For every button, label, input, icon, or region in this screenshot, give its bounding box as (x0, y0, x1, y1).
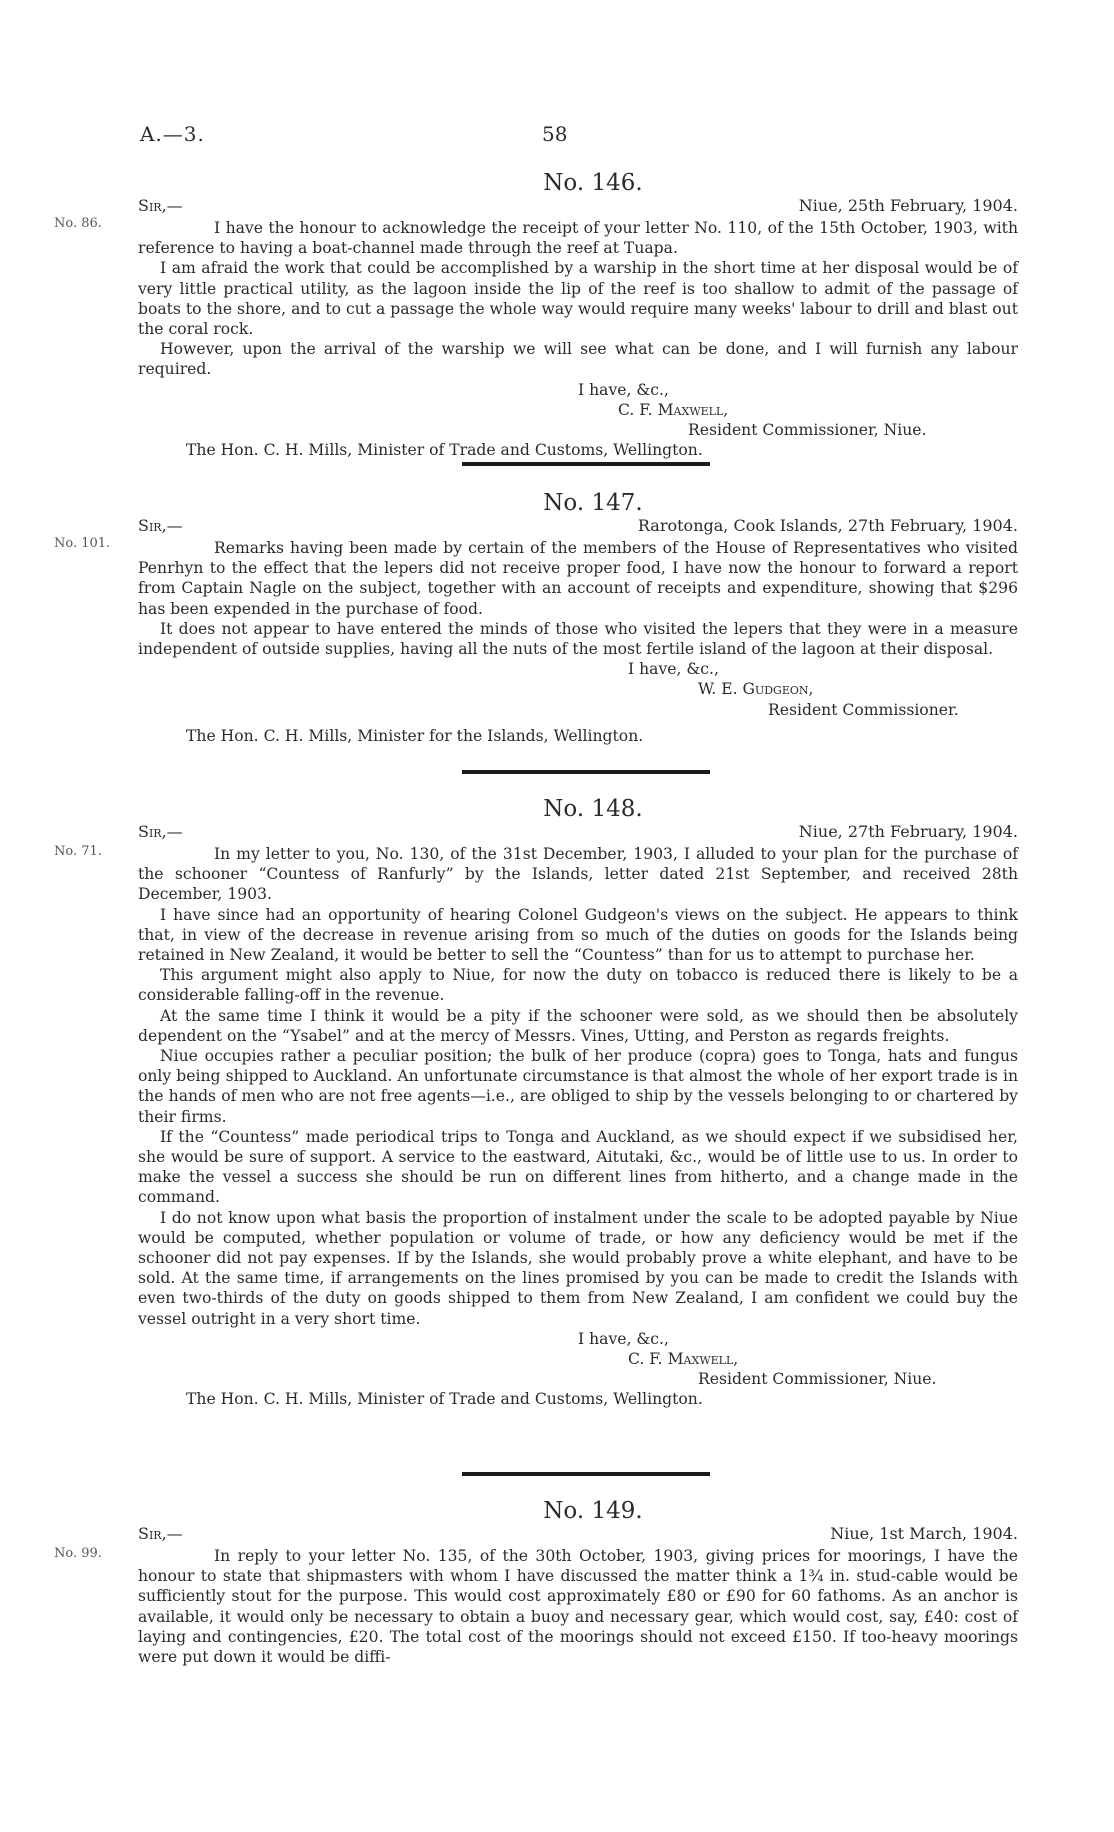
paragraph: It does not appear to have entered the minds of those who visited the lepers that they were in a measure independent of outside supplies, having all the nuts of the most fertile island of the lagoon at their disposal. (138, 619, 1018, 659)
letter-148 (54, 796, 1018, 1410)
place-date: Niue, 1st March, 1904. (830, 1524, 1018, 1543)
letter-title: No. 148. (543, 796, 643, 822)
letter-head (54, 196, 1018, 231)
letter-head (54, 1524, 1018, 1561)
place-date: Niue, 25th February, 1904. (798, 196, 1018, 215)
paragraph: I am afraid the work that could be accomplished by a warship in the short time at her disposal would be of very little practical utility, as the lagoon inside the lip of the reef is too shallow to admit of the passage of boats to the shore, and to cut a passage the whole way would require many weeks' labour to drill and blast out the coral rock. (138, 259, 1018, 339)
place-date: Niue, 27th February, 1904. (798, 822, 1018, 841)
margin-reference: No. 101. (54, 536, 111, 551)
letter-head (54, 516, 1018, 551)
section-divider (462, 770, 710, 774)
paragraph: I have since had an opportunity of hearing Colonel Gudgeon's views on the subject. He appears to think that, in view of the decrease in revenue arising from so much of the duties on goods for the Islands being retained in New Zealand, it would be better to sell the “Countess” than for us to attempt to purchase her. (138, 905, 1018, 965)
signer-title: Resident Commissioner. (768, 700, 959, 719)
signature: C. F. Maxwell, (628, 1350, 739, 1369)
place-date: Rarotonga, Cook Islands, 27th February, 1904. (637, 516, 1018, 535)
paragraph: I do not know upon what basis the proportion of instalment under the scale to be adopted payable by Niue would be computed, whether population or volume of trade, or how any deficiency would be met if the schooner did not pay expenses. If by the Islands, she would probably prove a white elephant, and have to be sold. At the same time, if arrangements on the lines promised by you can be made to credit the Islands with even two-thirds of the duty on goods shipped to them from New Zealand, I am confident we could buy the vessel outright in a very short time. (138, 1208, 1018, 1328)
addressee: The Hon. C. H. Mills, Minister of Trade and Customs, Wellington. (186, 1390, 703, 1409)
letter-149 (54, 1498, 1018, 1667)
paragraph: In reply to your letter No. 135, of the 30th October, 1903, giving prices for moorings, I have the honour to state that shipmasters with whom I have discussed the matter think a 1¾ in. stud-cable would be sufficiently stout for the purpose. This would cost approximately £80 or £90 for 60 fathoms. As an anchor is available, it would only be necessary to obtain a buoy and necessary gear, which would cost, say, £40: cost of laying and contingencies, £20. The total cost of the moorings should not exceed £150. If too-heavy moorings were put down it would be diffi- (138, 1547, 1018, 1667)
letter-head (54, 822, 1018, 859)
signer-title: Resident Commissioner, Niue. (698, 1370, 937, 1389)
section-divider (462, 1472, 710, 1476)
paragraph: I have the honour to acknowledge the receipt of your letter No. 110, of the 15th October, 1903, with reference to having a boat-channel made through the reef at Tuapa. (138, 219, 1018, 258)
signature: W. E. Gudgeon, (698, 680, 814, 699)
letter-title: No. 149. (543, 1498, 643, 1524)
letter-title: No. 147. (543, 490, 643, 516)
paragraph: In my letter to you, No. 130, of the 31st December, 1903, I alluded to your plan for the purchase of the schooner “Countess of Ranfurly” by the Islands, letter dated 21st September, and received 28th December, 1903. (138, 845, 1018, 904)
salutation: Sir,— (138, 516, 183, 535)
margin-reference: No. 86. (54, 216, 102, 231)
addressee: The Hon. C. H. Mills, Minister of Trade and Customs, Wellington. (186, 441, 703, 460)
paragraph: Niue occupies rather a peculiar position; the bulk of her produce (copra) goes to Tonga, hats and fungus only being shipped to Auckland. An unfortunate circumstance is that almost the whole of her export trade is in the hands of men who are not free agents—i.e., are obliged to ship by the vessels belonging to or chartered by their firms. (138, 1047, 1018, 1126)
paragraph: If the “Countess” made periodical trips to Tonga and Auckland, as we should expect if we subsidised her, she would be sure of support. A service to the eastward, Aitutaki, &c., would be of little use to us. In order to make the vessel a success she should be run on different lines from hitherto, and a change made in the command. (138, 1127, 1018, 1207)
margin-reference: No. 99. (54, 1546, 102, 1561)
salutation: Sir,— (138, 822, 183, 841)
letter-146 (54, 170, 1018, 460)
signer-title: Resident Commissioner, Niue. (688, 421, 927, 440)
addressee: The Hon. C. H. Mills, Minister for the Islands, Wellington. (186, 726, 644, 745)
letter-title: No. 146. (543, 170, 643, 196)
paragraph: At the same time I think it would be a pity if the schooner were sold, as we should then be absolutely dependent on the “Ysabel” and at the mercy of Messrs. Vines, Utting, and Perston as regards freights. (138, 1006, 1018, 1045)
salutation: Sir,— (138, 196, 183, 215)
salutation: Sir,— (138, 1524, 183, 1543)
closing: I have, &c., (578, 1329, 669, 1348)
page-number: 58 (542, 122, 568, 146)
margin-reference: No. 71. (54, 844, 102, 859)
signature: C. F. Maxwell, (618, 400, 729, 419)
closing: I have, &c., (628, 660, 719, 679)
paragraph: Remarks having been made by certain of the members of the House of Representatives who visited Penrhyn to the effect that the lepers did not receive proper food, I have now the honour to forward a report from Captain Nagle on the subject, together with an account of receipts and expenditure, showing that $296 has been expended in the purchase of food. (138, 539, 1018, 618)
closing: I have, &c., (578, 380, 669, 399)
section-divider (462, 462, 710, 466)
paragraph: This argument might also apply to Niue, for now the duty on tobacco is reduced there is likely to be a considerable falling-off in the revenue. (138, 966, 1018, 1005)
letter-147 (54, 490, 1018, 746)
page-reference: A.—3. (140, 122, 205, 146)
paragraph: However, upon the arrival of the warship we will see what can be done, and I will furnish any labour required. (138, 340, 1018, 379)
